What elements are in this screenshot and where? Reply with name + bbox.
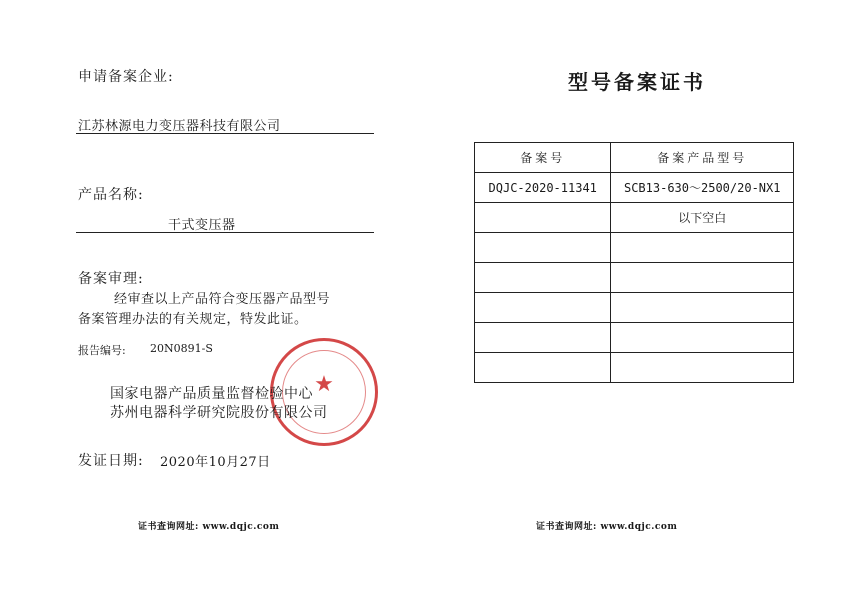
org-line-2: 苏州电器科学研究院股份有限公司 [110, 405, 328, 421]
table-row [475, 263, 794, 293]
org-line-1: 国家电器产品质量监督检验中心 [110, 386, 313, 402]
table-header-row [475, 143, 794, 173]
certificate-title: 型号备案证书 [568, 70, 706, 94]
table-cell [475, 323, 611, 353]
table-cell: 以下空白 [611, 203, 794, 233]
table-row [475, 173, 794, 203]
header-product-model: 备案产品型号 [611, 143, 794, 173]
table-cell [611, 323, 794, 353]
header-record-no: 备案号 [475, 143, 611, 173]
table-cell [475, 353, 611, 383]
table-row [475, 293, 794, 323]
product-value: 干式变压器 [168, 218, 236, 233]
review-label: 备案审理: [78, 271, 144, 287]
table-cell [611, 353, 794, 383]
table-row [475, 323, 794, 353]
issue-date-label: 发证日期: [78, 453, 144, 469]
table-cell [611, 293, 794, 323]
product-label: 产品名称: [78, 187, 144, 203]
table-cell [475, 203, 611, 233]
table-cell [475, 293, 611, 323]
applicant-label: 申请备案企业: [78, 69, 174, 85]
table-cell [475, 263, 611, 293]
right-query-url: 证书查询网址: www.dqjc.com [536, 522, 678, 532]
table-cell [475, 233, 611, 263]
report-value: 20N0891-S [150, 342, 213, 355]
table-row [475, 233, 794, 263]
table-cell: SCB13-630～2500/20-NX1 [611, 173, 794, 203]
table-cell [611, 233, 794, 263]
review-line-2: 备案管理办法的有关规定，特发此证。 [78, 312, 308, 327]
applicant-underline [76, 133, 374, 134]
table-cell: DQJC-2020-11341 [475, 173, 611, 203]
table-cell [611, 263, 794, 293]
report-label: 报告编号: [78, 344, 126, 357]
left-query-url: 证书查询网址: www.dqjc.com [138, 522, 280, 532]
applicant-value: 江苏林源电力变压器科技有限公司 [78, 119, 281, 134]
table-row [475, 203, 794, 233]
issue-date-value: 2020年10月27日 [160, 455, 271, 470]
seal-star-icon: ★ [314, 372, 334, 397]
product-underline [76, 232, 374, 233]
review-line-1: 经审查以上产品符合变压器产品型号 [114, 292, 331, 307]
registration-table [474, 142, 794, 383]
table-row [475, 353, 794, 383]
